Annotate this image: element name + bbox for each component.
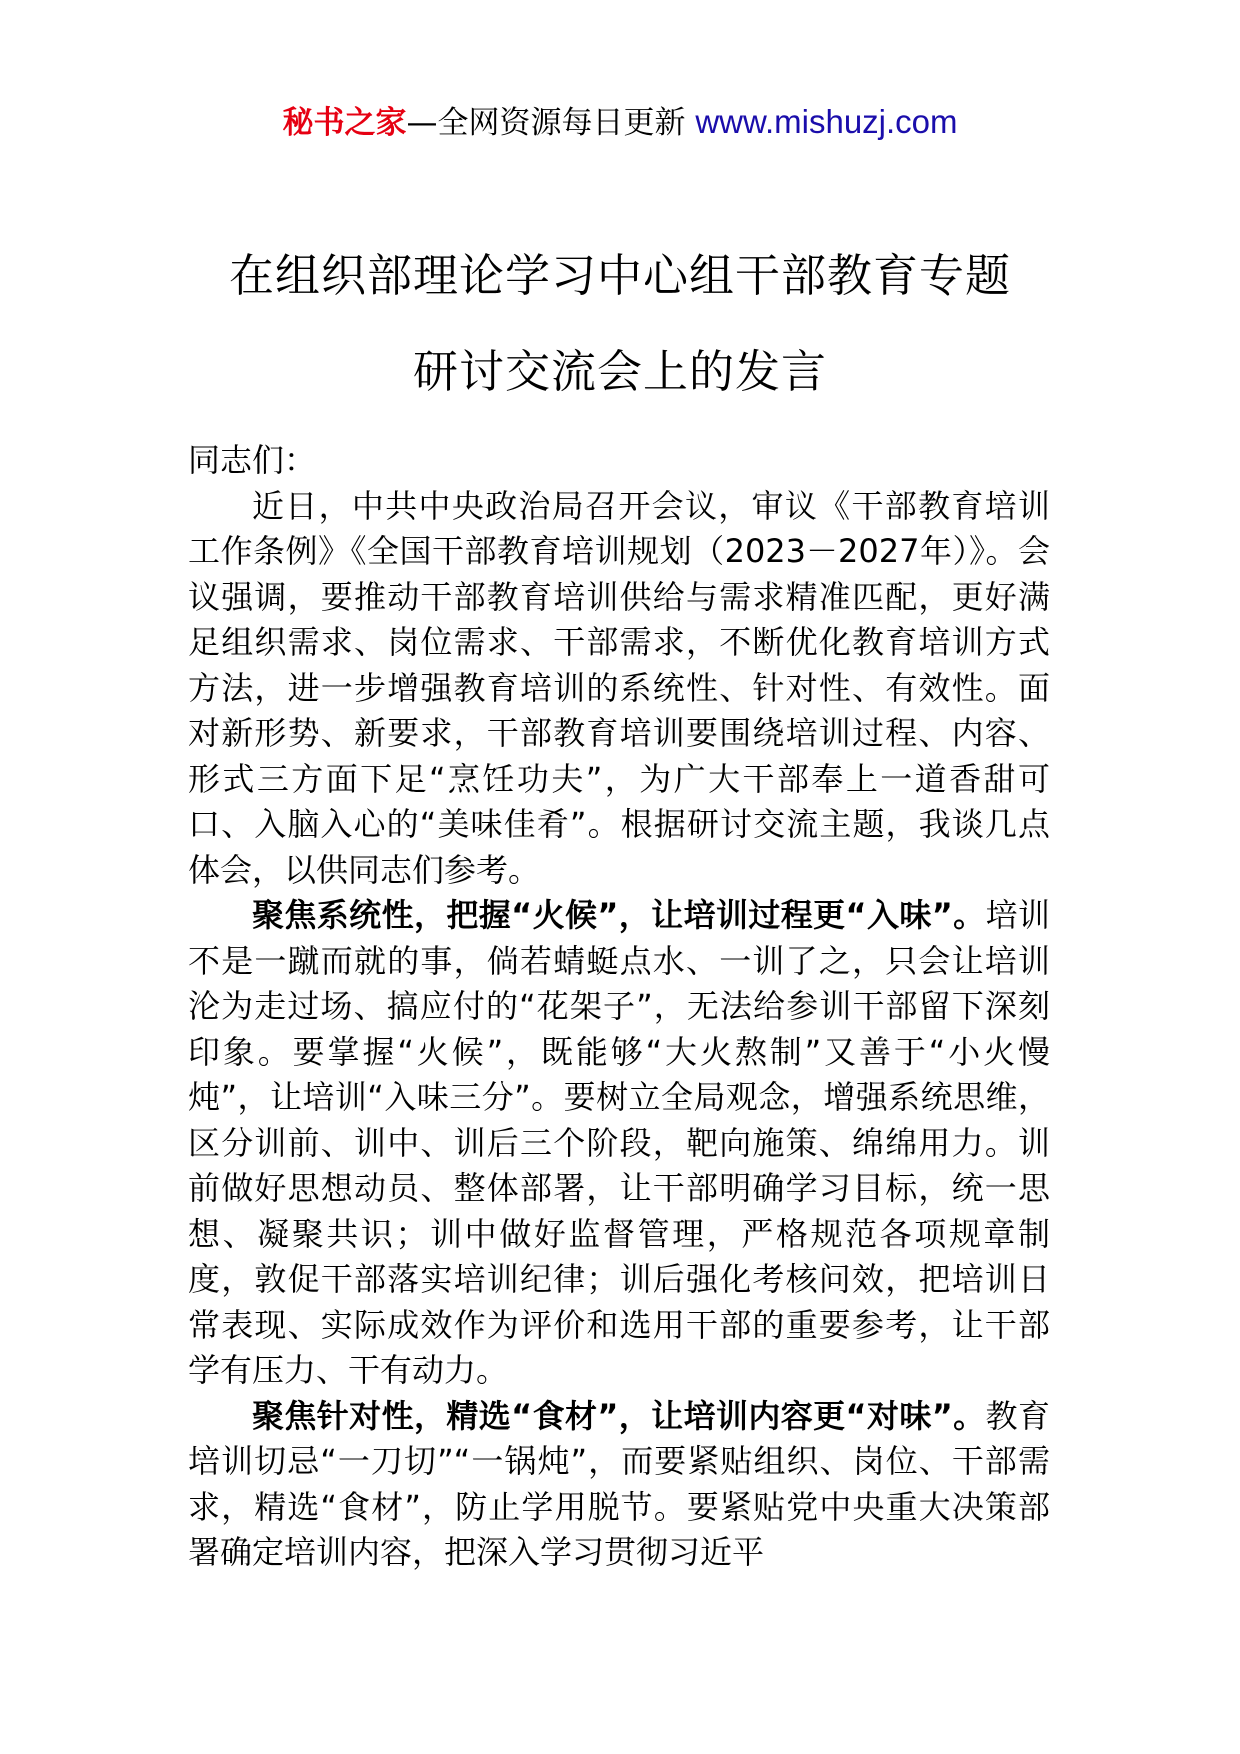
title-line-1: 在组织部理论学习中心组干部教育专题 <box>228 249 1011 302</box>
section-2 <box>188 1394 1050 1576</box>
site-url-link[interactable]: www.mishuzj.com <box>695 103 958 140</box>
brand-name: 秘书之家 <box>282 105 407 141</box>
section-heading-2: 聚焦针对性，精选“食材”，让培训内容更“对味”。 <box>252 1396 986 1435</box>
title-line-2: 研讨交流会上的发言 <box>412 345 827 398</box>
paragraph-intro: 近日，中共中央政治局召开会议，审议《干部教育培训工作条例》《全国干部教育培训规划（2023－2027年）》。会议强调，要推动干部教育培训供给与需求精准匹配，更好满足组织需求、岗位需求、干部需求，不断优化教育培训方式方法，进一步增强教育培训的系统性、针对性、有效性。面对新形势、新要求，干部教育培训要围绕培训过程、内容、形式三方面下足“烹饪功夫”，为广大干部奉上一道香甜可口、入脑入心的“美味佳肴”。根据研讨交流主题，我谈几点体会，以供同志们参考。 <box>188 486 1050 889</box>
section-text-1: 培训不是一蹴而就的事，倘若蜻蜓点水、一训了之，只会让培训沦为走过场、搞应付的“花架子”，无法给参训干部留下深刻印象。要掌握“火候”，既能够“大火熬制”又善于“小火慢炖”，让培训“入味三分”。要树立全局观念，增强系统思维，区分训前、训中、训后三个阶段，靶向施策、绵绵用力。训前做好思想动员、整体部署，让干部明确学习目标，统一思想、凝聚共识；训中做好监督管理，严格规范各项规章制度，敦促干部落实培训纪律；训后强化考核问效，把培训日常表现、实际成效作为评价和选用干部的重要参考，让干部学有压力、干有动力。 <box>188 896 1050 1389</box>
section-1 <box>188 893 1050 1394</box>
section-text-2: 教育培训切忌“一刀切”“一锅炖”，而要紧贴组织、岗位、干部需求，精选“食材”，防止学用脱节。要紧贴党中央重大决策部署确定培训内容，把深入学习贯彻习近平 <box>188 1396 1050 1571</box>
header-slogan: —全网资源每日更新 <box>406 105 686 141</box>
document-body <box>188 438 1050 1576</box>
site-header <box>0 100 1240 145</box>
section-heading-1: 聚焦系统性，把握“火候”，让培训过程更“入味”。 <box>252 896 986 934</box>
document-title <box>0 228 1240 420</box>
salutation: 同志们： <box>188 441 317 479</box>
